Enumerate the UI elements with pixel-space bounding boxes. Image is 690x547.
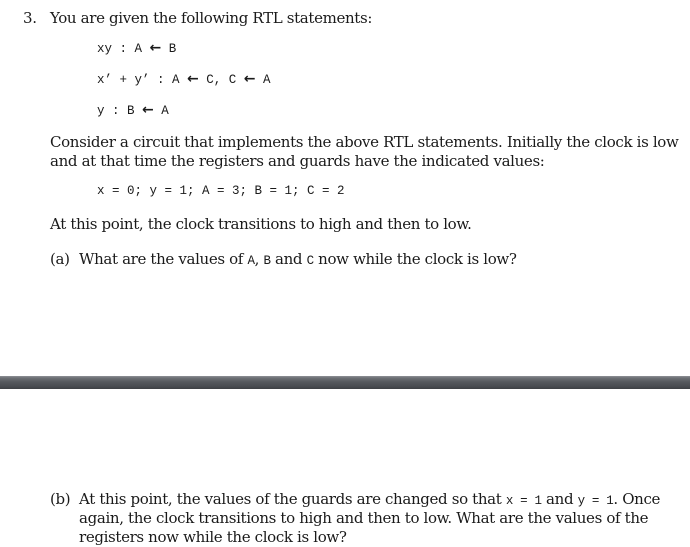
- rtl-3-source: A: [153, 104, 169, 118]
- part-a-sep: and: [270, 250, 307, 268]
- left-arrow-icon: ←: [187, 71, 199, 87]
- initial-values: x = 0; y = 1; A = 3; B = 1; C = 2: [97, 184, 345, 198]
- part-a-text: now while the clock is low?: [313, 250, 517, 268]
- rtl-2-guard: x’ + y’ : A: [97, 73, 188, 87]
- page-divider: [0, 376, 690, 389]
- part-a-label: (a): [50, 250, 70, 268]
- part-b-text: . Once again, the clock transitions to high and then to low. What are the values of the registers now while the clock is low?: [79, 490, 661, 546]
- question-intro: You are given the following RTL statements:: [50, 9, 373, 27]
- part-b-text: and: [541, 490, 578, 508]
- register-c: C: [306, 254, 314, 268]
- register-b: B: [263, 254, 271, 268]
- rtl-2-source-2: A: [255, 73, 271, 87]
- part-b-text: At this point, the values of the guards are changed so that: [79, 490, 506, 508]
- part-b-question: [79, 490, 690, 547]
- rtl-2-source: C, C: [198, 73, 244, 87]
- rtl-1-source: B: [161, 42, 177, 56]
- part-a-question: [79, 250, 517, 269]
- clock-transition-text: At this point, the clock transitions to high and then to low.: [50, 215, 472, 233]
- left-arrow-icon: ←: [149, 40, 162, 56]
- rtl-1-guard: xy : A: [97, 42, 150, 56]
- register-a: A: [247, 254, 255, 268]
- rtl-statement-2: [97, 71, 271, 88]
- guard-y-value: y = 1: [577, 494, 614, 508]
- left-arrow-icon: ←: [243, 71, 256, 87]
- question-number: 3.: [23, 9, 37, 27]
- rtl-statement-3: [97, 102, 169, 119]
- part-a-sep: ,: [254, 250, 264, 268]
- left-arrow-icon: ←: [142, 102, 154, 118]
- consider-paragraph: Consider a circuit that implements the above RTL statements. Initially the clock is low and at that time the registers and guards have the indicated values:: [50, 133, 679, 170]
- guard-x-value: x = 1: [505, 494, 542, 508]
- part-a-text: What are the values of: [79, 250, 248, 268]
- rtl-3-guard: y : B: [97, 104, 143, 118]
- rtl-statement-1: [97, 40, 176, 57]
- part-b-label: (b): [50, 490, 71, 508]
